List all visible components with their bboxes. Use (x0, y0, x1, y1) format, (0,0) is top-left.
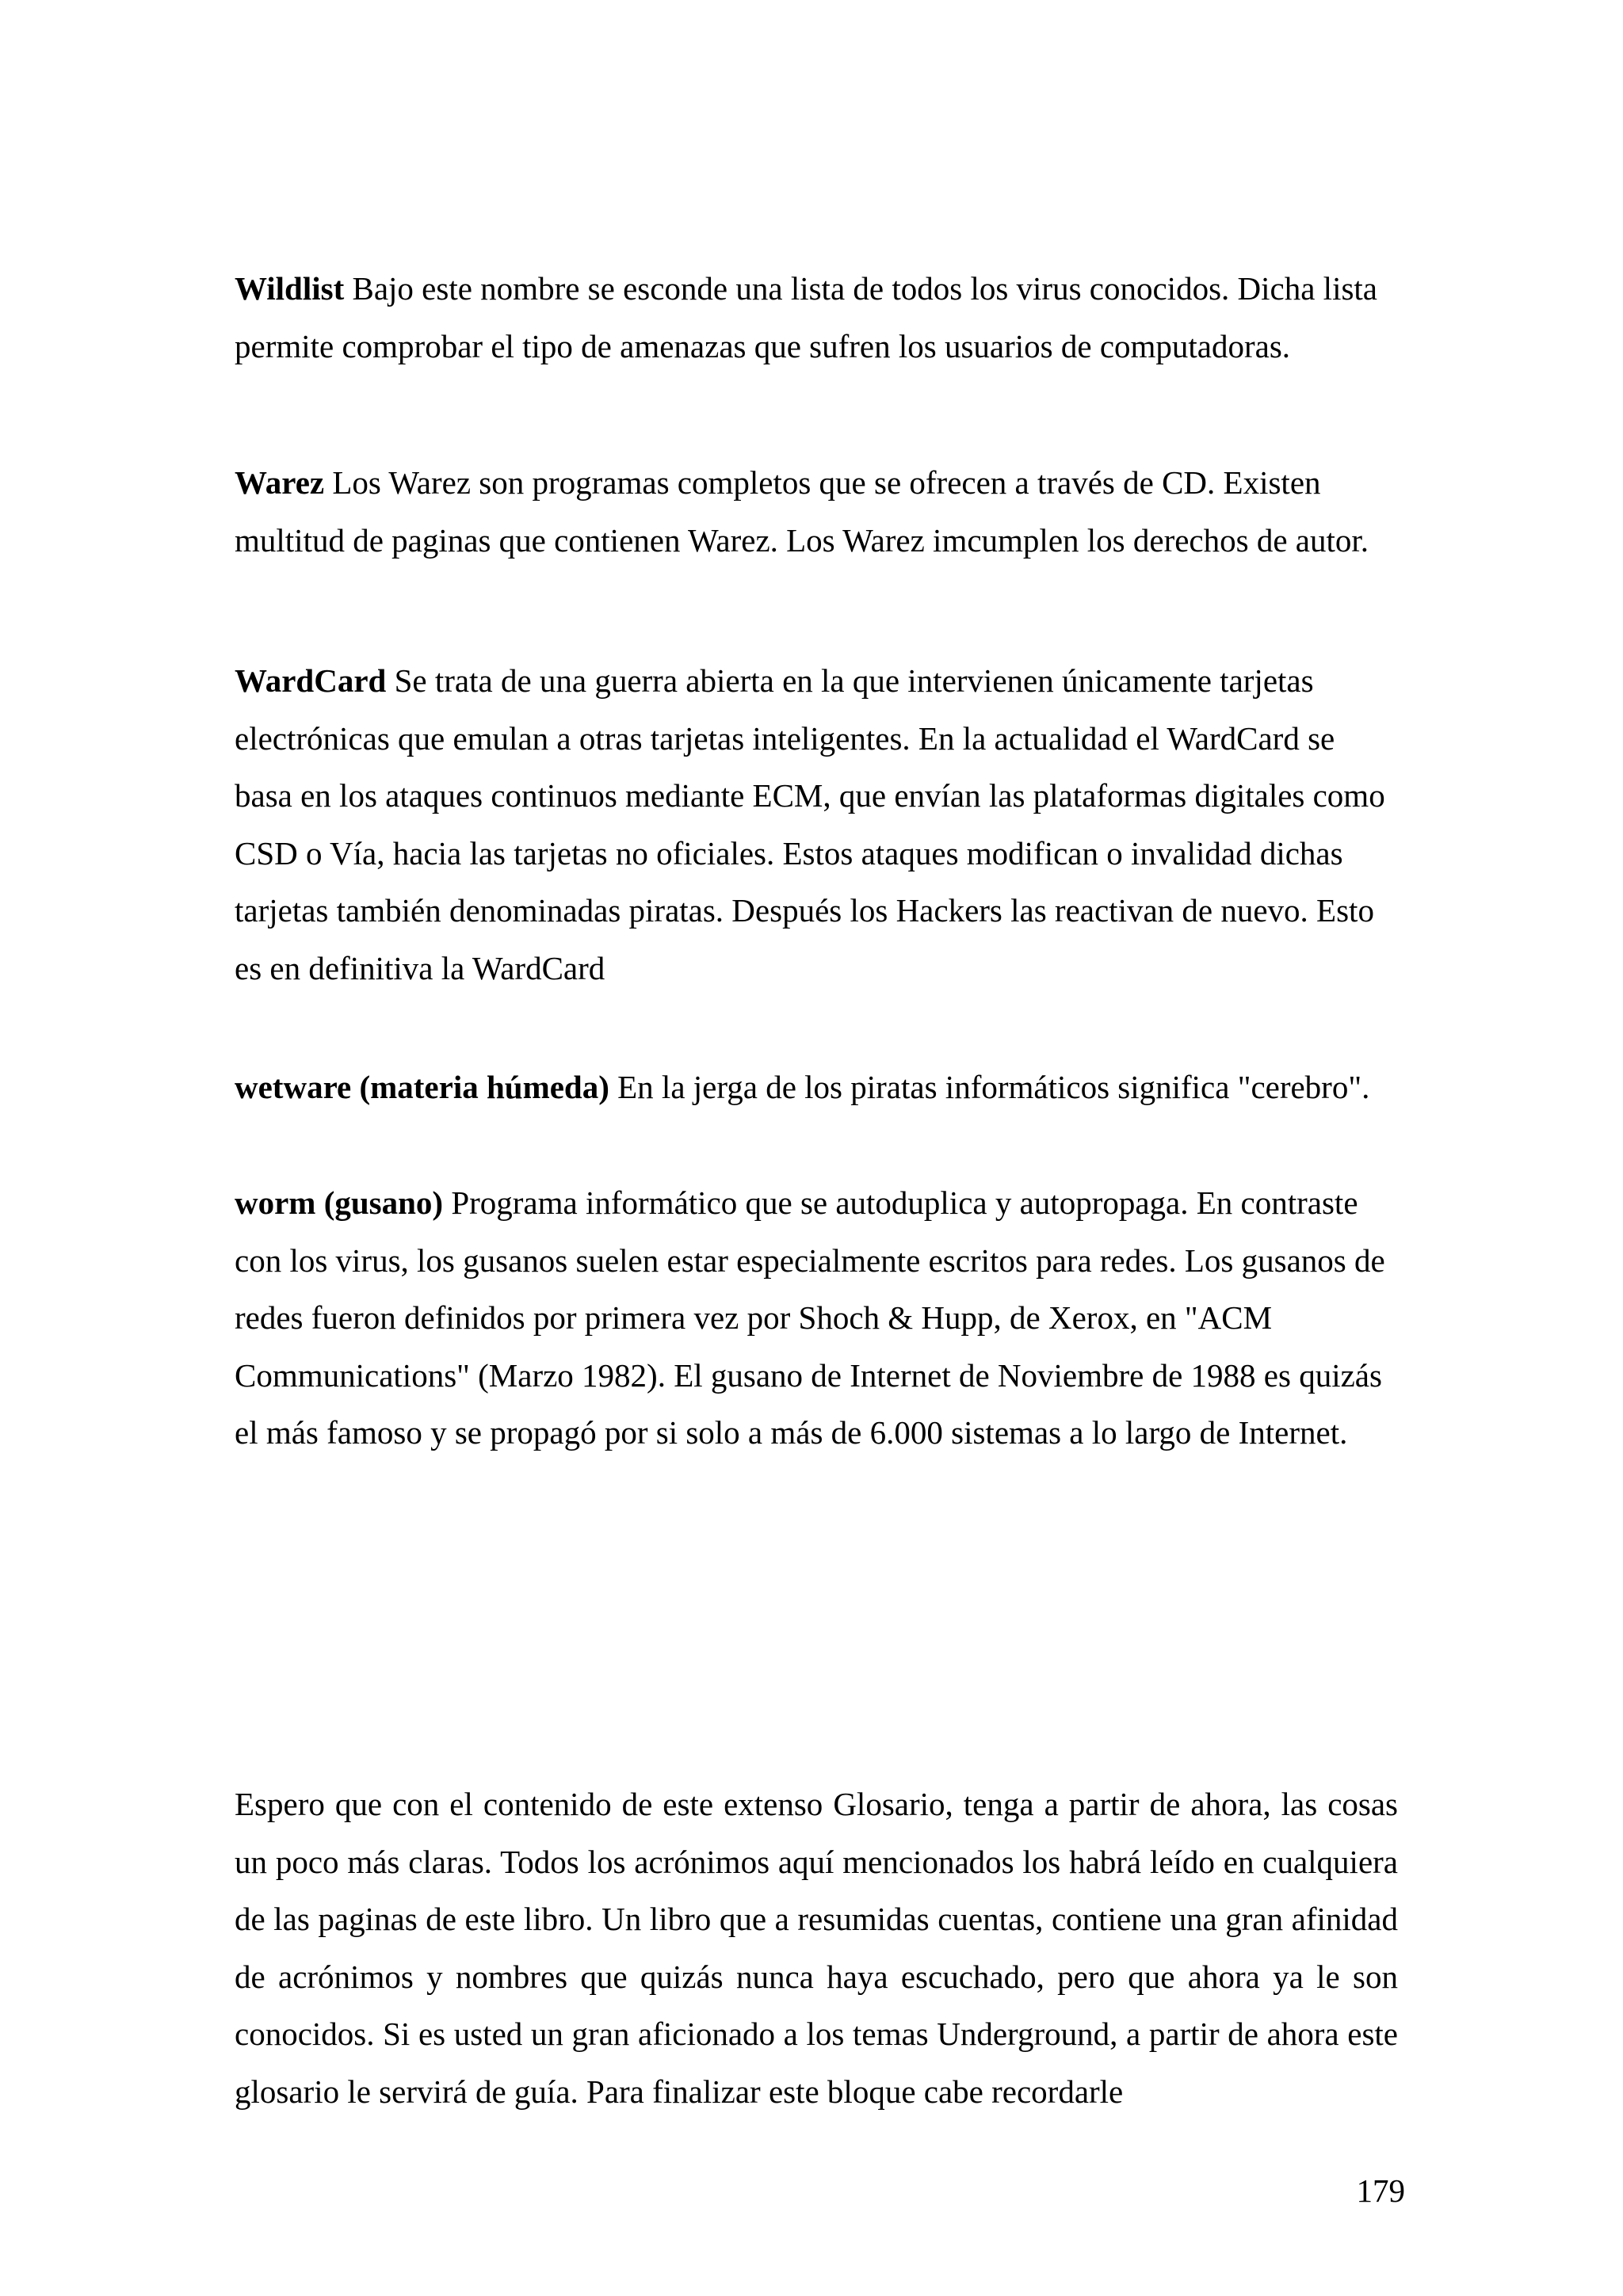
glossary-term: Warez (235, 464, 325, 501)
glossary-definition: Programa informático que se autoduplica y autopropaga. En contraste con los virus, los gusanos suelen estar especialmente escritos para redes. Los gusanos de redes fueron definidos por primera vez por Shoch & Hupp, de Xerox, en "ACM Communications" (Marzo 1982). El gusano de Internet de Noviembre de 1988 es quizás el más famoso y se propagó por si solo a más de 6.000 sistemas a lo largo de Internet. (235, 1184, 1385, 1451)
glossary-entry-wildlist (235, 260, 1398, 375)
closing-paragraph: Espero que con el contenido de este extenso Glosario, tenga a partir de ahora, las cosas un poco más claras. Todos los acrónimos aquí mencionados los habrá leído en cualquiera de las paginas de este libro. Un libro que a resumidas cuentas, contiene una gran afinidad de acrónimos y nombres que quizás nunca haya escuchado, pero que ahora ya le son conocidos. Si es usted un gran aficionado a los temas Underground, a partir de ahora este glosario le servirá de guía. Para finalizar este bloque cabe recordarle (235, 1786, 1398, 2110)
glossary-term: Wildlist (235, 270, 345, 307)
glossary-definition: Los Warez son programas completos que se ofrecen a través de CD. Existen multitud de paginas que contienen Warez. Los Warez imcumplen los derechos de autor. (235, 464, 1369, 559)
glossary-term: worm (gusano) (235, 1184, 444, 1221)
page-number: 179 (1356, 2172, 1405, 2209)
glossary-term: WardCard (235, 662, 387, 699)
glossary-term: wetware (materia húmeda) (235, 1069, 609, 1105)
glossary-definition: Se trata de una guerra abierta en la que intervienen únicamente tarjetas electrónicas que emulan a otras tarjetas inteligentes. En la actualidad el WardCard se basa en los ataques continuos mediante ECM, que envían las plataformas digitales como CSD o Vía, hacia las tarjetas no oficiales. Estos ataques modifican o invalidad dichas tarjetas también denominadas piratas. Después los Hackers las reactivan de nuevo. Esto es en definitiva la WardCard (235, 662, 1385, 986)
glossary-entry-worm (235, 1174, 1398, 1462)
glossary-entry-warez (235, 454, 1398, 569)
glossary-definition: En la jerga de los piratas informáticos significa "cerebro". (617, 1069, 1370, 1105)
glossary-entry-wetware (235, 1058, 1398, 1116)
glossary-definition: Bajo este nombre se esconde una lista de todos los virus conocidos. Dicha lista permite comprobar el tipo de amenazas que sufren los usuarios de computadoras. (235, 270, 1378, 364)
glossary-entry-wardcard (235, 652, 1398, 997)
